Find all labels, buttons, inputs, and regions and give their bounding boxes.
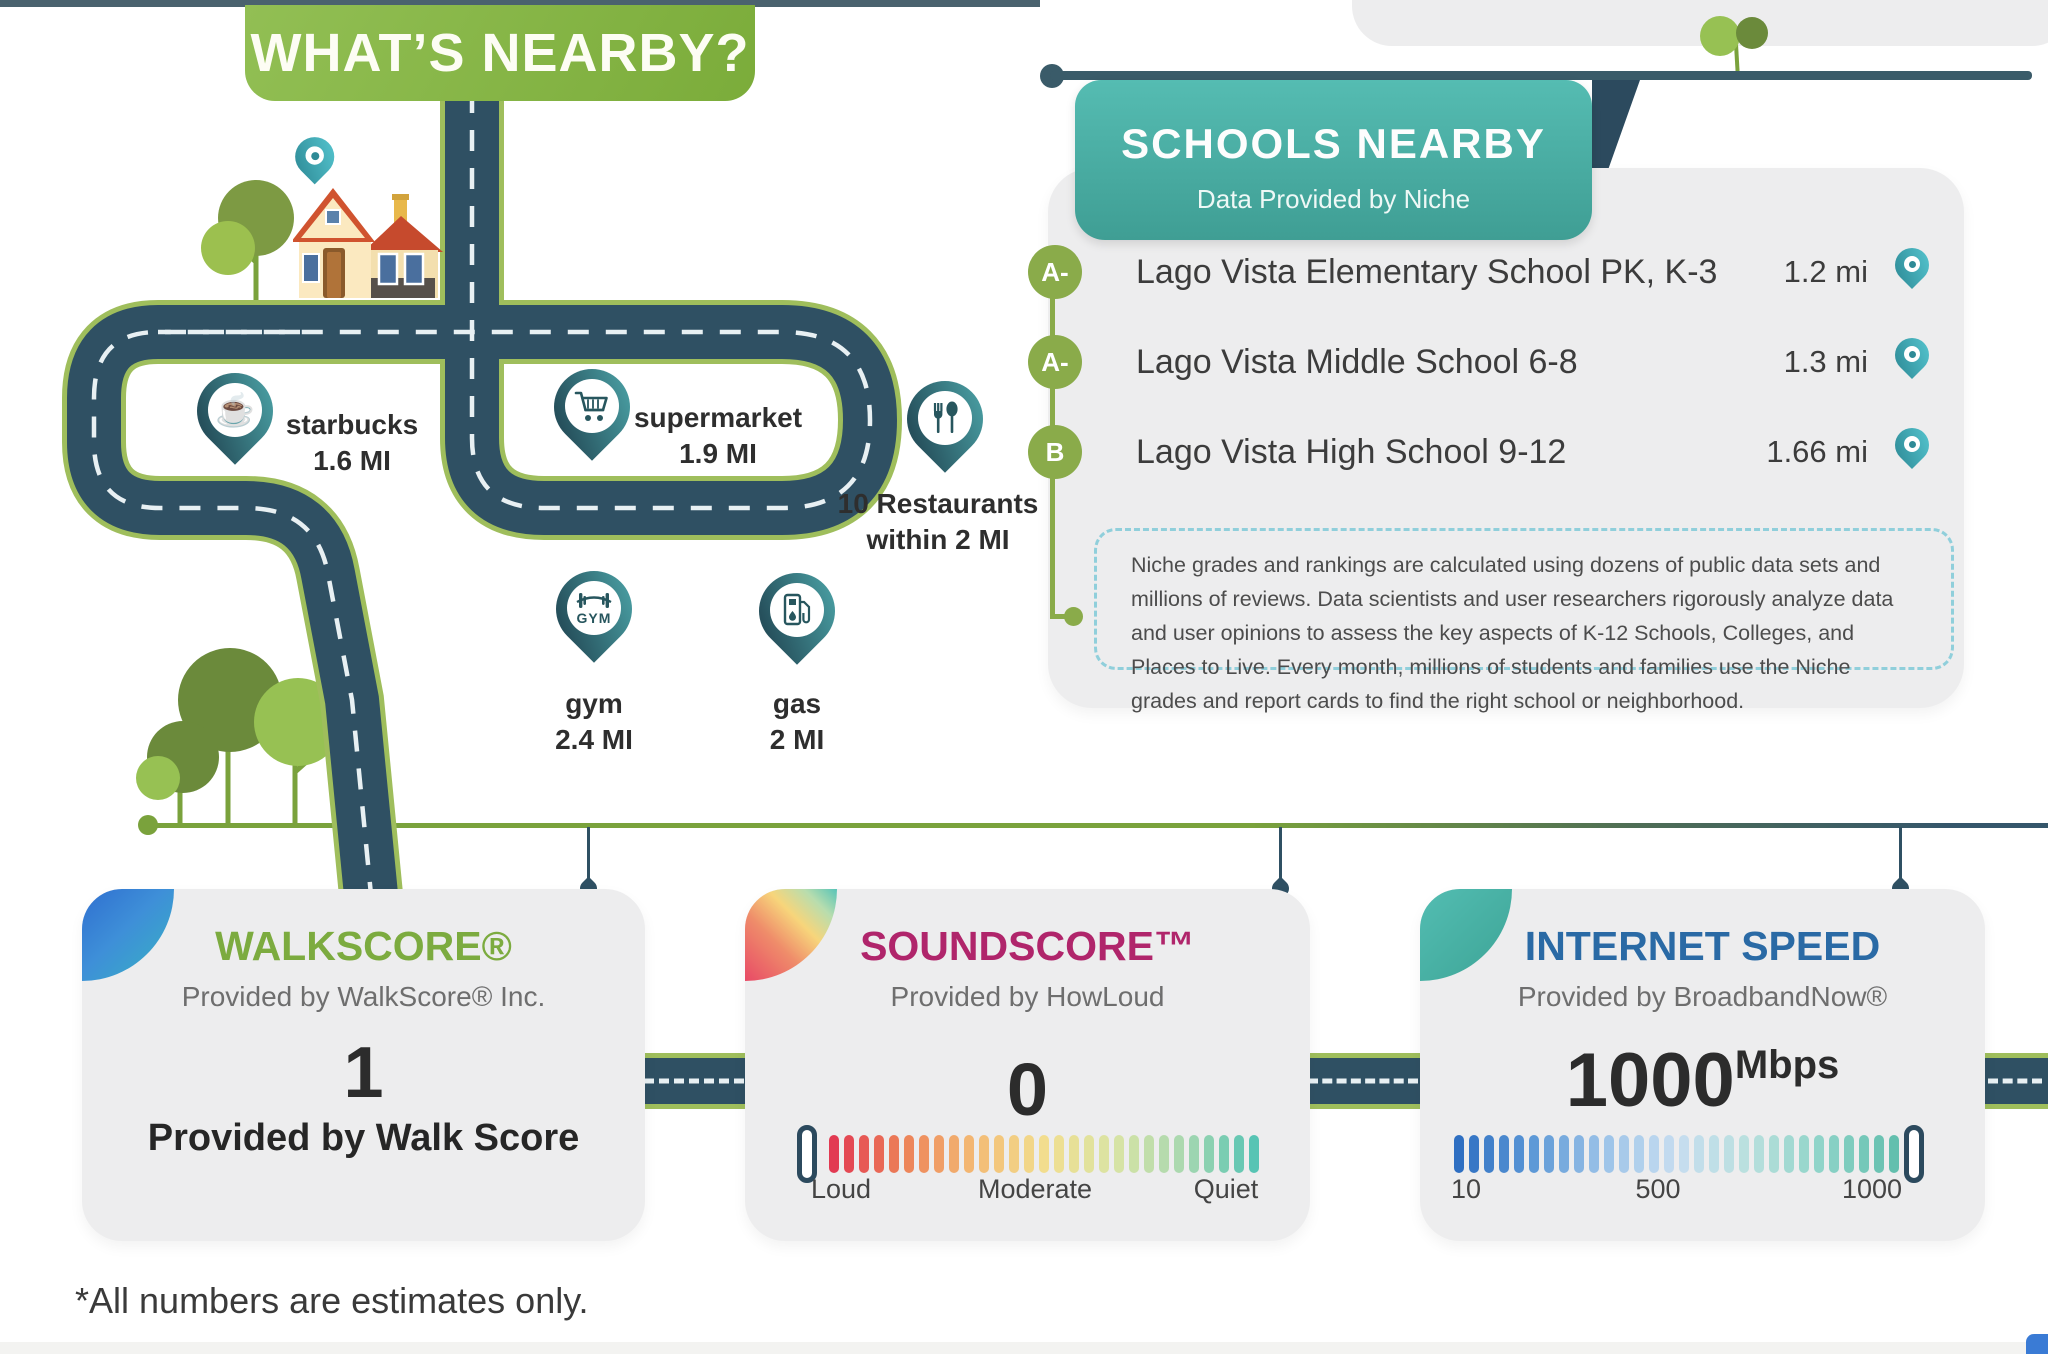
scale-dot [1039, 1135, 1049, 1173]
school-row [1028, 245, 1948, 299]
location-pin-icon [1894, 337, 1930, 385]
scale-label-quiet: Quiet [1193, 1174, 1259, 1204]
fork-spoon-icon [927, 400, 963, 436]
scale-dot [1754, 1135, 1764, 1173]
poi-label-gym [555, 686, 633, 758]
scale-dot [1499, 1135, 1509, 1173]
soundscore-scale [829, 1135, 1259, 1173]
scale-dot [904, 1135, 914, 1173]
scale-dot [1219, 1135, 1229, 1173]
scale-dot [1514, 1135, 1524, 1173]
internet-title: INTERNET SPEED [1524, 923, 1881, 969]
poi-name: gas [772, 688, 822, 719]
scale-dot [1469, 1135, 1479, 1173]
scale-dot [1814, 1135, 1824, 1173]
scale-dot [1664, 1135, 1674, 1173]
scale-dot [1189, 1135, 1199, 1173]
poi-name: supermarket [633, 402, 803, 433]
scale-dot [919, 1135, 929, 1173]
poi-name: gym [565, 688, 623, 719]
house-illustration [293, 180, 443, 302]
scale-dot [1844, 1135, 1854, 1173]
footnote: *All numbers are estimates only. [75, 1280, 589, 1321]
poi-distance: 2.4 MI [555, 724, 633, 755]
scale-dot [1054, 1135, 1064, 1173]
location-pin-icon [1894, 427, 1930, 475]
niche-disclaimer-box [1094, 528, 1954, 713]
scale-label-loud: Loud [810, 1174, 872, 1204]
page-title: WHAT’S NEARBY? [250, 23, 750, 83]
scale-dot [1249, 1135, 1259, 1173]
scale-dot [1084, 1135, 1094, 1173]
internet-unit: Mbps [1734, 1043, 1840, 1087]
grade-timeline-dot [1064, 607, 1083, 626]
scale-dot [1529, 1135, 1539, 1173]
scale-dot [1889, 1135, 1899, 1173]
scale-dot [1174, 1135, 1184, 1173]
poi-pin-restaurants [906, 380, 984, 482]
scale-dot [1724, 1135, 1734, 1173]
poi-label-supermarket [634, 400, 802, 472]
walkscore-value: 1 [343, 1033, 384, 1113]
scale-dot [1619, 1135, 1629, 1173]
grade-badge: A- [1028, 335, 1082, 389]
scale-dot [1099, 1135, 1109, 1173]
scale-dot [829, 1135, 839, 1173]
scale-dot [1144, 1135, 1154, 1173]
scale-label-moderate: Moderate [977, 1174, 1093, 1204]
walkscore-card [82, 889, 645, 1241]
scale-dot [1799, 1135, 1809, 1173]
poi-label-restaurants [838, 486, 1039, 558]
school-row [1028, 335, 1948, 389]
whats-nearby-header [245, 5, 755, 101]
scale-dot [1859, 1135, 1869, 1173]
scale-dot [1784, 1135, 1794, 1173]
internet-speed-card [1420, 889, 1985, 1241]
scale-dot [994, 1135, 1004, 1173]
poi-distance: 1.6 MI [313, 445, 391, 476]
scale-dot [1159, 1135, 1169, 1173]
internet-scale [1454, 1135, 1899, 1173]
soundscore-value: 0 [1006, 1048, 1049, 1131]
gas-pump-icon [781, 591, 813, 629]
scale-dot [1484, 1135, 1494, 1173]
schools-subtitle: Data Provided by Niche [1196, 184, 1471, 214]
scale-dot [1069, 1135, 1079, 1173]
scale-dot [1009, 1135, 1019, 1173]
poi-pin-gym [555, 570, 633, 672]
internet-value: $1000^{Mbps}$ [1565, 1038, 1840, 1123]
location-pin-icon [1894, 247, 1930, 295]
scale-dot [1874, 1135, 1884, 1173]
poi-distance: 1.9 MI [679, 438, 757, 469]
school-distance: 1.2 mi [1783, 254, 1868, 289]
school-distance: 1.66 mi [1766, 434, 1868, 469]
scale-dot [859, 1135, 869, 1173]
scale-dot [1024, 1135, 1034, 1173]
scale-dot [1234, 1135, 1244, 1173]
scale-dot [1694, 1135, 1704, 1173]
coffee-icon: ☕ [215, 392, 255, 428]
bottom-strip [0, 1342, 2048, 1354]
walkscore-title: WALKSCORE® [215, 923, 512, 969]
grade-badge: B [1028, 425, 1082, 479]
scale-dot [1649, 1135, 1659, 1173]
scale-dot [1114, 1135, 1124, 1173]
schools-banner [1075, 80, 1592, 240]
road-segment [1302, 1053, 1424, 1109]
scale-dot [1204, 1135, 1214, 1173]
scale-dot [1709, 1135, 1719, 1173]
scale-dot [1559, 1135, 1569, 1173]
scale-dot [979, 1135, 989, 1173]
school-name: Lago Vista High School 9-12 [1136, 433, 1567, 471]
school-name: Lago Vista Elementary School PK, K-3 [1136, 253, 1718, 291]
scale-dot [964, 1135, 974, 1173]
scale-dot [1544, 1135, 1554, 1173]
scale-dot [1634, 1135, 1644, 1173]
scale-dot [1589, 1135, 1599, 1173]
road-segment [1982, 1053, 2048, 1109]
scale-label-500: 500 [1635, 1174, 1681, 1204]
internet-indicator [1904, 1125, 1924, 1183]
school-name: Lago Vista Middle School 6-8 [1136, 343, 1578, 381]
scale-dot [934, 1135, 944, 1173]
scale-label-1000: 1000 [1841, 1174, 1903, 1204]
school-distance: 1.3 mi [1783, 344, 1868, 379]
scale-dot [1454, 1135, 1464, 1173]
poi-name: starbucks [285, 409, 419, 440]
soundscore-subtitle: Provided by HowLoud [890, 981, 1165, 1012]
soundscore-title: SOUNDSCORE™ [860, 923, 1195, 969]
scale-dot [889, 1135, 899, 1173]
niche-disclaimer-text: Niche grades and rankings are calculated using dozens of public data sets and millions of reviews. Data scientists and user researchers rigorously analyze data and user opinions to assess the key aspects of K-12 Schools, Colleges, and Places to Live. Every month, millions of students and families use the Niche grades and report cards to find the right school or neighborhood. [1131, 553, 1894, 713]
soundscore-card [745, 889, 1310, 1241]
poi-distance: within 2 MI [866, 524, 1010, 555]
scale-dot [1574, 1135, 1584, 1173]
scale-dot [1829, 1135, 1839, 1173]
scale-dot [949, 1135, 959, 1173]
scale-label-10: 10 [1450, 1174, 1482, 1204]
scale-dot [1129, 1135, 1139, 1173]
internet-subtitle: Provided by BroadbandNow® [1517, 981, 1888, 1012]
school-row [1028, 425, 1948, 479]
scale-dot [844, 1135, 854, 1173]
scale-dot [1739, 1135, 1749, 1173]
poi-pin-supermarket [553, 368, 631, 470]
poi-pin-starbucks [196, 372, 274, 474]
road-segment [638, 1053, 750, 1109]
scale-dot [1604, 1135, 1614, 1173]
scale-dot [1679, 1135, 1689, 1173]
poi-label-starbucks [286, 407, 418, 479]
walkscore-subtitle: Provided by WalkScore® Inc. [181, 981, 546, 1012]
gym-badge-text: GYM [576, 610, 612, 626]
grade-badge: A- [1028, 245, 1082, 299]
poi-label-gas [770, 686, 824, 758]
poi-name: 10 Restaurants [837, 488, 1039, 519]
shopping-cart-icon [573, 389, 611, 423]
scale-dot [874, 1135, 884, 1173]
gym-barbell-icon [572, 590, 616, 612]
walkscore-caption: Provided by Walk Score [147, 1117, 580, 1159]
cropped-corner-element [2026, 1334, 2048, 1354]
poi-pin-gas [758, 572, 836, 674]
scale-dot [1769, 1135, 1779, 1173]
schools-title: SCHOOLS NEARBY [1121, 120, 1546, 167]
poi-distance: 2 MI [769, 724, 825, 755]
schools-line [1050, 71, 2032, 80]
